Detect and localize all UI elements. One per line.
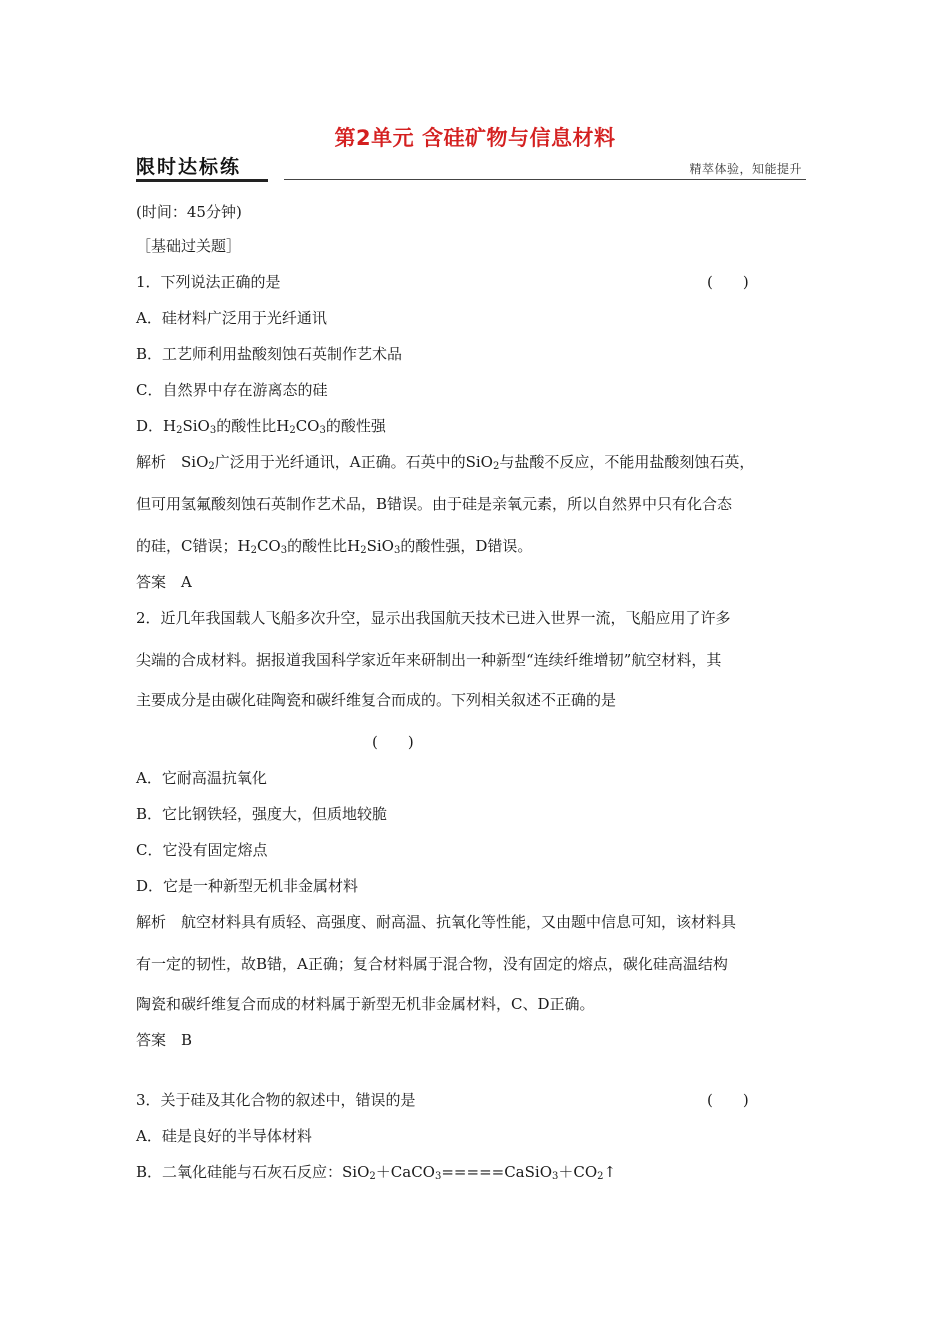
q1-option-c: C．自然界中存在游离态的硅	[136, 381, 328, 399]
q2-option-b: B．它比钢铁轻，强度大，但质地较脆	[136, 805, 388, 823]
q1-answer-paren: ( )	[707, 273, 749, 291]
q1-explanation-line1: 解析 SiO$_2$广泛用于光纤通讯，A正确。石英中的SiO$_2$与盐酸不反应，不能用盐酸刻蚀石英，	[136, 453, 755, 472]
q1-option-b: B．工艺师利用盐酸刻蚀石英制作艺术品	[136, 345, 403, 363]
q2-stem-line1: 2．近几年我国载人飞船多次升空，显示出我国航天技术已进入世界一流，飞船应用了许多	[136, 609, 731, 627]
section-heading: ［基础过关题］	[136, 237, 242, 255]
q1-answer: 答案 A	[136, 573, 192, 591]
q2-explanation-line1: 解析 航空材料具有质轻、高强度、耐高温、抗氧化等性能，又由题中信息可知，该材料具	[136, 913, 737, 931]
section-banner	[136, 152, 806, 184]
q2-option-a: A．它耐高温抗氧化	[136, 769, 267, 787]
banner-thick-rule	[136, 179, 268, 182]
q1-explanation-line3: 的硅，C错误；$H_2CO_3$的酸性比$H_2SiO_3$的酸性强，D错误。	[136, 537, 533, 556]
q1-explanation-line2: 但可用氢氟酸刻蚀石英制作艺术品，B错误。由于硅是亲氧元素，所以自然界中只有化合态	[136, 495, 733, 513]
q2-answer-paren: ( )	[372, 733, 414, 751]
q2-option-d: D．它是一种新型无机非金属材料	[136, 877, 359, 895]
banner-left-label: 限时达标练	[136, 156, 242, 178]
q3-option-a: A．硅是良好的半导体材料	[136, 1127, 312, 1145]
q2-option-c: C．它没有固定熔点	[136, 841, 268, 859]
banner-thin-rule	[284, 179, 806, 180]
q2-stem-line2: 尖端的合成材料。据报道我国科学家近年来研制出一种新型“连续纤维增韧”航空材料，其	[136, 651, 722, 669]
q1-option-a: A．硅材料广泛用于光纤通讯	[136, 309, 327, 327]
time-note: (时间：45分钟)	[136, 203, 242, 221]
q3-option-b: B．二氧化硅能与石灰石反应：$SiO_2+CaCO_3=====CaSiO_3+CO_2↑$	[136, 1163, 617, 1182]
banner-right-label: 精萃体验，知能提升	[689, 162, 802, 176]
q2-explanation-line2: 有一定的韧性，故B错，A正确；复合材料属于混合物，没有固定的熔点，碳化硅高温结构	[136, 955, 728, 973]
q1-stem: 1．下列说法正确的是	[136, 273, 281, 291]
q2-stem-line3: 主要成分是由碳化硅陶瓷和碳纤维复合而成的。下列相关叙述不正确的是	[136, 691, 617, 709]
q3-stem: 3．关于硅及其化合物的叙述中，错误的是	[136, 1091, 416, 1109]
q1-option-d: D．$H_2SiO_3$的酸性比$H_2CO_3$的酸性强	[136, 417, 386, 436]
q3-answer-paren: ( )	[707, 1091, 749, 1109]
page-title: 第2单元 含硅矿物与信息材料	[334, 126, 616, 150]
q2-answer: 答案 B	[136, 1031, 193, 1049]
q2-explanation-line3: 陶瓷和碳纤维复合而成的材料属于新型无机非金属材料，C、D正确。	[136, 995, 595, 1013]
